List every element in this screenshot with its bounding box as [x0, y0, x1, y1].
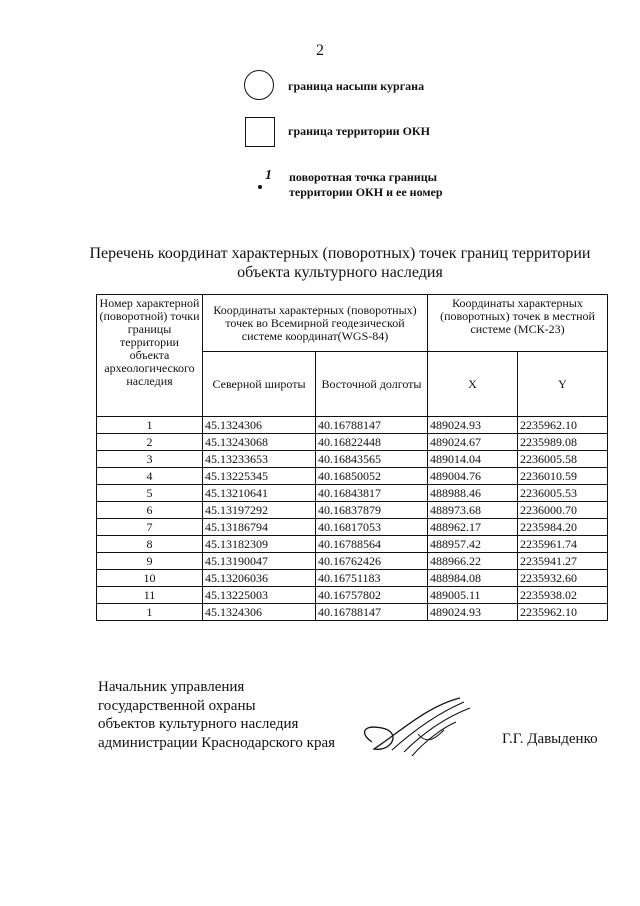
title-line2: объекта культурного наследия — [237, 264, 443, 281]
cell-x: 489004.76 — [428, 468, 518, 485]
cell-east-longitude: 40.16850052 — [316, 468, 428, 485]
signer-title-line2: государственной охраны — [98, 697, 256, 714]
legend-okn-boundary: граница территории ОКН — [288, 124, 430, 138]
okn-boundary-square-icon — [245, 117, 275, 147]
cell-x: 488962.17 — [428, 519, 518, 536]
turning-point-dot-icon — [258, 185, 262, 189]
cell-y: 2236005.53 — [518, 485, 608, 502]
legend-turning-point-line2: территории ОКН и ее номер — [289, 185, 443, 199]
cell-east-longitude: 40.16751183 — [316, 570, 428, 587]
table-row — [97, 417, 608, 434]
cell-east-longitude: 40.16817053 — [316, 519, 428, 536]
cell-east-longitude: 40.16788147 — [316, 417, 428, 434]
document-title — [60, 244, 620, 282]
handwritten-signature — [352, 694, 482, 764]
table-row — [97, 519, 608, 536]
cell-north-latitude: 45.1324306 — [203, 604, 316, 621]
cell-north-latitude: 45.13186794 — [203, 519, 316, 536]
cell-point-number: 6 — [97, 502, 203, 519]
header-y: Y — [518, 352, 608, 417]
cell-point-number: 1 — [97, 604, 203, 621]
cell-x: 488957.42 — [428, 536, 518, 553]
cell-x: 489014.04 — [428, 451, 518, 468]
cell-x: 488973.68 — [428, 502, 518, 519]
cell-east-longitude: 40.16843817 — [316, 485, 428, 502]
cell-point-number: 5 — [97, 485, 203, 502]
cell-point-number: 2 — [97, 434, 203, 451]
cell-point-number: 11 — [97, 587, 203, 604]
cell-y: 2235932.60 — [518, 570, 608, 587]
signer-name: Г.Г. Давыденко — [502, 731, 598, 747]
cell-x: 488966.22 — [428, 553, 518, 570]
cell-north-latitude: 45.1324306 — [203, 417, 316, 434]
cell-east-longitude: 40.16762426 — [316, 553, 428, 570]
signer-title-line4: администрации Краснодарского края — [98, 734, 336, 751]
cell-y: 2235941.27 — [518, 553, 608, 570]
turning-point-number: 1 — [265, 168, 272, 183]
signer-title-line1: Начальник управления — [98, 679, 245, 695]
page-number: 2 — [316, 42, 324, 59]
cell-x: 489024.93 — [428, 417, 518, 434]
cell-east-longitude: 40.16837879 — [316, 502, 428, 519]
table-row — [97, 502, 608, 519]
cell-north-latitude: 45.13210641 — [203, 485, 316, 502]
cell-north-latitude: 45.13206036 — [203, 570, 316, 587]
cell-y: 2236000.70 — [518, 502, 608, 519]
cell-point-number: 1 — [97, 417, 203, 434]
cell-x: 489024.67 — [428, 434, 518, 451]
legend-turning-point-line1: поворотная точка границы — [289, 170, 437, 184]
cell-y: 2235961.74 — [518, 536, 608, 553]
cell-x: 488984.08 — [428, 570, 518, 587]
cell-y: 2235989.08 — [518, 434, 608, 451]
cell-y: 2235962.10 — [518, 417, 608, 434]
cell-x: 488988.46 — [428, 485, 518, 502]
header-wgs84: Координаты характерных (поворотных) точек во Всемирной геодезической системе координат(WGS-84) — [203, 295, 428, 352]
cell-point-number: 4 — [97, 468, 203, 485]
table-row — [97, 587, 608, 604]
turning-point-icon — [256, 168, 280, 194]
cell-y: 2235938.02 — [518, 587, 608, 604]
cell-point-number: 10 — [97, 570, 203, 587]
cell-x: 489024.93 — [428, 604, 518, 621]
cell-north-latitude: 45.13233653 — [203, 451, 316, 468]
cell-north-latitude: 45.13182309 — [203, 536, 316, 553]
coordinates-table — [96, 294, 608, 621]
cell-north-latitude: 45.13243068 — [203, 434, 316, 451]
mound-boundary-circle-icon — [244, 70, 274, 100]
header-north-latitude: Северной широты — [203, 352, 316, 417]
legend-turning-point — [289, 170, 443, 200]
cell-north-latitude: 45.13225003 — [203, 587, 316, 604]
cell-east-longitude: 40.16843565 — [316, 451, 428, 468]
table-row — [97, 536, 608, 553]
table-row — [97, 570, 608, 587]
legend-mound-boundary: граница насыпи кургана — [288, 79, 425, 93]
table-row — [97, 468, 608, 485]
table-row — [97, 604, 608, 621]
table-row — [97, 451, 608, 468]
table-row — [97, 553, 608, 570]
signature-block — [98, 678, 335, 752]
header-east-longitude: Восточной долготы — [316, 352, 428, 417]
table-row — [97, 485, 608, 502]
title-line1: Перечень координат характерных (поворотных) точек границ территории — [89, 245, 591, 262]
cell-east-longitude: 40.16822448 — [316, 434, 428, 451]
cell-north-latitude: 45.13225345 — [203, 468, 316, 485]
signer-title-line3: объектов культурного наследия — [98, 716, 299, 732]
header-msk23: Координаты характерных (поворотных) точек в местной системе (МСК-23) — [428, 295, 608, 352]
cell-north-latitude: 45.13190047 — [203, 553, 316, 570]
cell-point-number: 7 — [97, 519, 203, 536]
cell-point-number: 9 — [97, 553, 203, 570]
header-point-number: Номер характерной (поворотной) точки границы территории объекта археологического наследия — [97, 295, 203, 417]
cell-y: 2235984.20 — [518, 519, 608, 536]
cell-y: 2235962.10 — [518, 604, 608, 621]
header-x: X — [428, 352, 518, 417]
cell-y: 2236010.59 — [518, 468, 608, 485]
cell-point-number: 8 — [97, 536, 203, 553]
cell-east-longitude: 40.16757802 — [316, 587, 428, 604]
cell-x: 489005.11 — [428, 587, 518, 604]
cell-north-latitude: 45.13197292 — [203, 502, 316, 519]
table-row — [97, 434, 608, 451]
cell-east-longitude: 40.16788564 — [316, 536, 428, 553]
cell-point-number: 3 — [97, 451, 203, 468]
cell-y: 2236005.58 — [518, 451, 608, 468]
cell-east-longitude: 40.16788147 — [316, 604, 428, 621]
